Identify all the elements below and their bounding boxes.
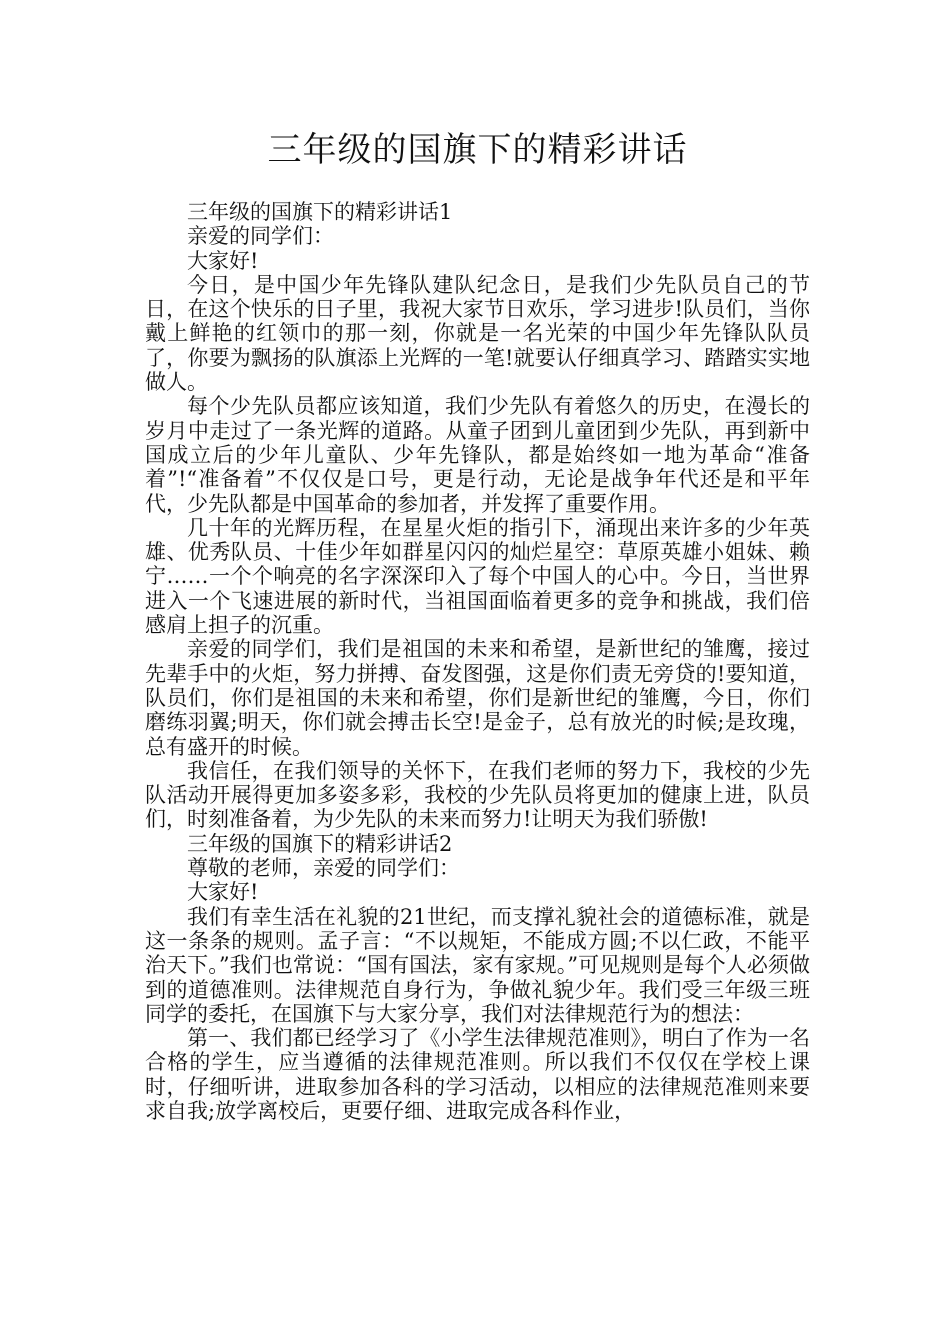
greeting: 大家好! xyxy=(187,880,259,905)
body-paragraph: 我们有幸生活在礼貌的21世纪，而支撑礼貌社会的道德标准，就是这一条条的规则。孟子言：“不以规矩，不能成方圆;不以仁政，不能平治天下。”我们也常说：“国有国法，家有家规。”可见规则是每个人必须做到的道德准则。法律规范自身行为，争做礼貌少年。我们受三年级三班同学的委托，在国旗下与大家分享，我们对法律规范行为的想法： xyxy=(145,904,810,1026)
document-body xyxy=(145,200,810,1123)
body-paragraph: 亲爱的同学们，我们是祖国的未来和希望，是新世纪的雏鹰，接过先辈手中的火炬，努力拼搏、奋发图强，这是你们责无旁贷的!要知道，队员们，你们是祖国的未来和希望，你们是新世纪的雏鹰，今日，你们磨练羽翼;明天，你们就会搏击长空!是金子，总有放光的时候;是玫瑰，总有盛开的时候。 xyxy=(145,637,810,759)
salutation: 亲爱的同学们： xyxy=(187,224,334,249)
body-paragraph: 第一、我们都已经学习了《小学生法律规范准则》，明白了作为一名合格的学生，应当遵循的法律规范准则。所以我们不仅仅在学校上课时，仔细听讲，进取参加各科的学习活动，以相应的法律规范准则来要求自我;放学离校后，更要仔细、进取完成各科作业， xyxy=(145,1026,810,1123)
body-paragraph: 几十年的光辉历程，在星星火炬的指引下，涌现出来许多的少年英雄、优秀队员、十佳少年如群星闪闪的灿烂星空：草原英雄小姐妹、赖宁……一个个响亮的名字深深印入了每个中国人的心中。今日，当世界进入一个飞速进展的新时代，当祖国面临着更多的竞争和挑战，我们倍感肩上担子的沉重。 xyxy=(145,515,810,638)
section-heading-2: 三年级的国旗下的精彩讲话2 xyxy=(187,831,453,856)
document-title: 三年级的国旗下的精彩讲话 xyxy=(267,130,688,170)
body-paragraph: 每个少先队员都应该知道，我们少先队有着悠久的历史，在漫长的岁月中走过了一条光辉的道路。从童子团到儿童团到少先队，再到新中国成立后的少年儿童队、少年先锋队，都是始终如一地为革命“准备着”!“准备着”不仅仅是口号，更是行动，无论是战争年代还是和平年代，少先队都是中国革命的参加者，并发挥了重要作用。 xyxy=(145,394,810,516)
document-page xyxy=(145,0,810,1123)
body-paragraph: 我信任，在我们领导的关怀下，在我们老师的努力下，我校的少先队活动开展得更加多姿多彩，我校的少先队员将更加的健康上进，队员们，时刻准备着，为少先队的未来而努力!让明天为我们骄傲! xyxy=(145,758,810,832)
greeting: 大家好! xyxy=(187,248,259,273)
salutation: 尊敬的老师，亲爱的同学们： xyxy=(187,856,460,881)
body-paragraph: 今日，是中国少年先锋队建队纪念日，是我们少先队员自己的节日，在这个快乐的日子里，我祝大家节日欢乐，学习进步!队员们，当你戴上鲜艳的红领巾的那一刻，你就是一名光荣的中国少年先锋队队员了，你要为飘扬的队旗添上光辉的一笔!就要认仔细真学习、踏踏实实地做人。 xyxy=(145,272,810,395)
section-heading-1: 三年级的国旗下的精彩讲话1 xyxy=(187,200,453,224)
